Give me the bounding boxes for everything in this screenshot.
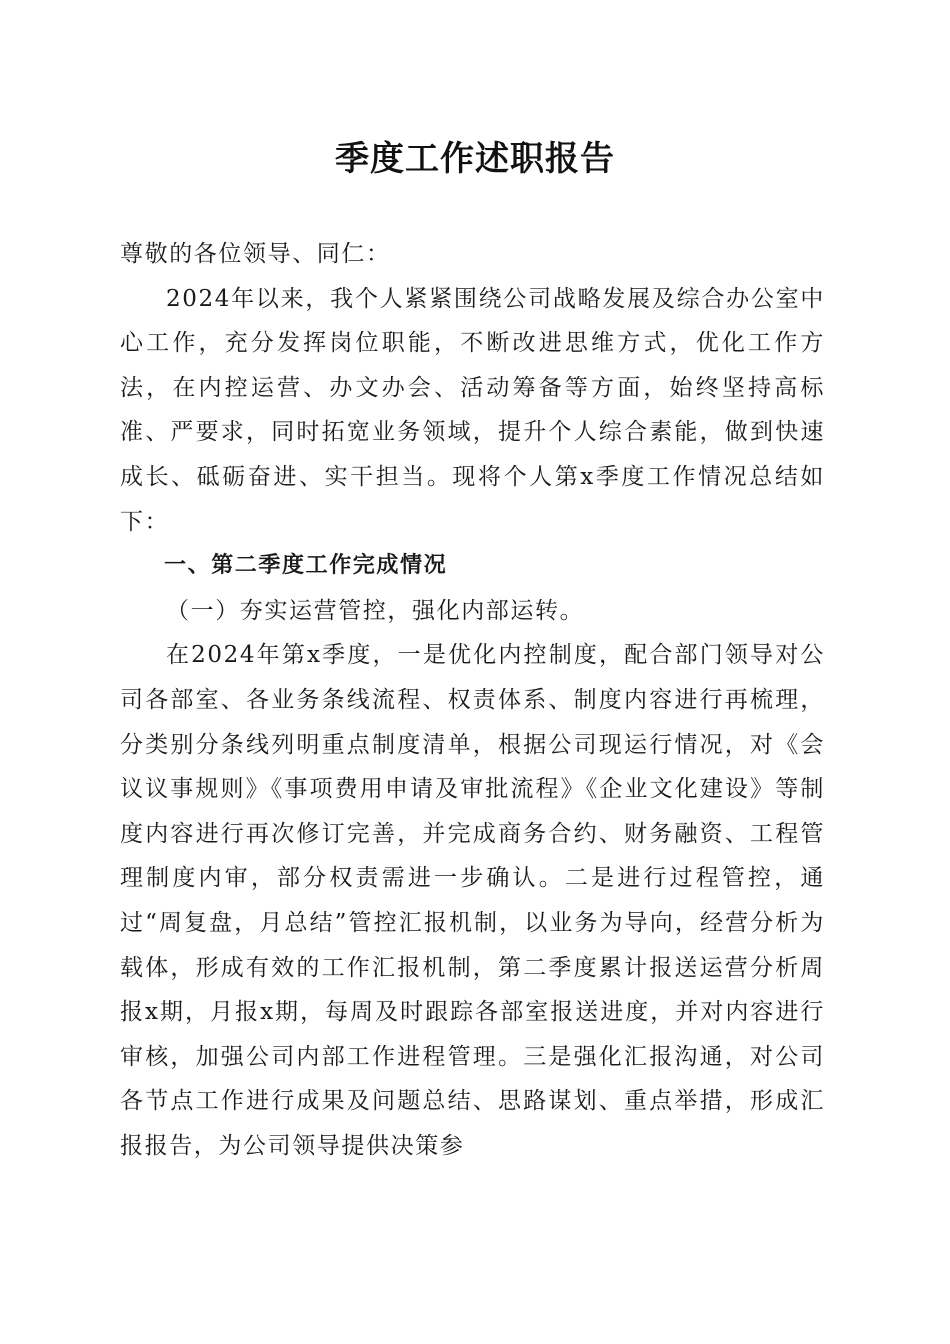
document-title: 季度工作述职报告 xyxy=(335,139,615,179)
subsection-heading-1: （一）夯实运营管控，强化内部运转。 xyxy=(166,597,585,624)
intro-paragraph: 2024年以来，我个人紧紧围绕公司战略发展及综合办公室中心工作，充分发挥岗位职能，不断改进思维方式，优化工作方法，在内控运营、办文办会、活动筹备等方面，始终坚持高标准、严要求，同时拓宽业务领域，提升个人综合素能，做到快速成长、砥砺奋进、实干担当。现将个人第x季度工作情况总结如下： xyxy=(120,285,825,535)
document-body xyxy=(120,232,825,1168)
salutation: 尊敬的各位领导、同仁： xyxy=(120,241,391,267)
body-paragraph-1: 在2024年第x季度，一是优化内控制度，配合部门领导对公司各部室、各业务条线流程、权责体系、制度内容进行再梳理，分类别分条线列明重点制度清单，根据公司现运行情况，对《会议议事规则》《事项费用申请及审批流程》《企业文化建设》等制度内容进行再次修订完善，并完成商务合约、财务融资、工程管理制度内审，部分权责需进一步确认。二是进行过程管控，通过“周复盘，月总结”管控汇报机制，以业务为导向，经营分析为载体，形成有效的工作汇报机制，第二季度累计报送运营分析周报x期，月报x期，每周及时跟踪各部室报送进度，并对内容进行审核，加强公司内部工作进程管理。三是强化汇报沟通，对公司各节点工作进行成果及问题总结、思路谋划、重点举措，形成汇报报告，为公司领导提供决策参 xyxy=(120,642,825,1159)
section-heading-1: 一、第二季度工作完成情况 xyxy=(164,553,448,579)
